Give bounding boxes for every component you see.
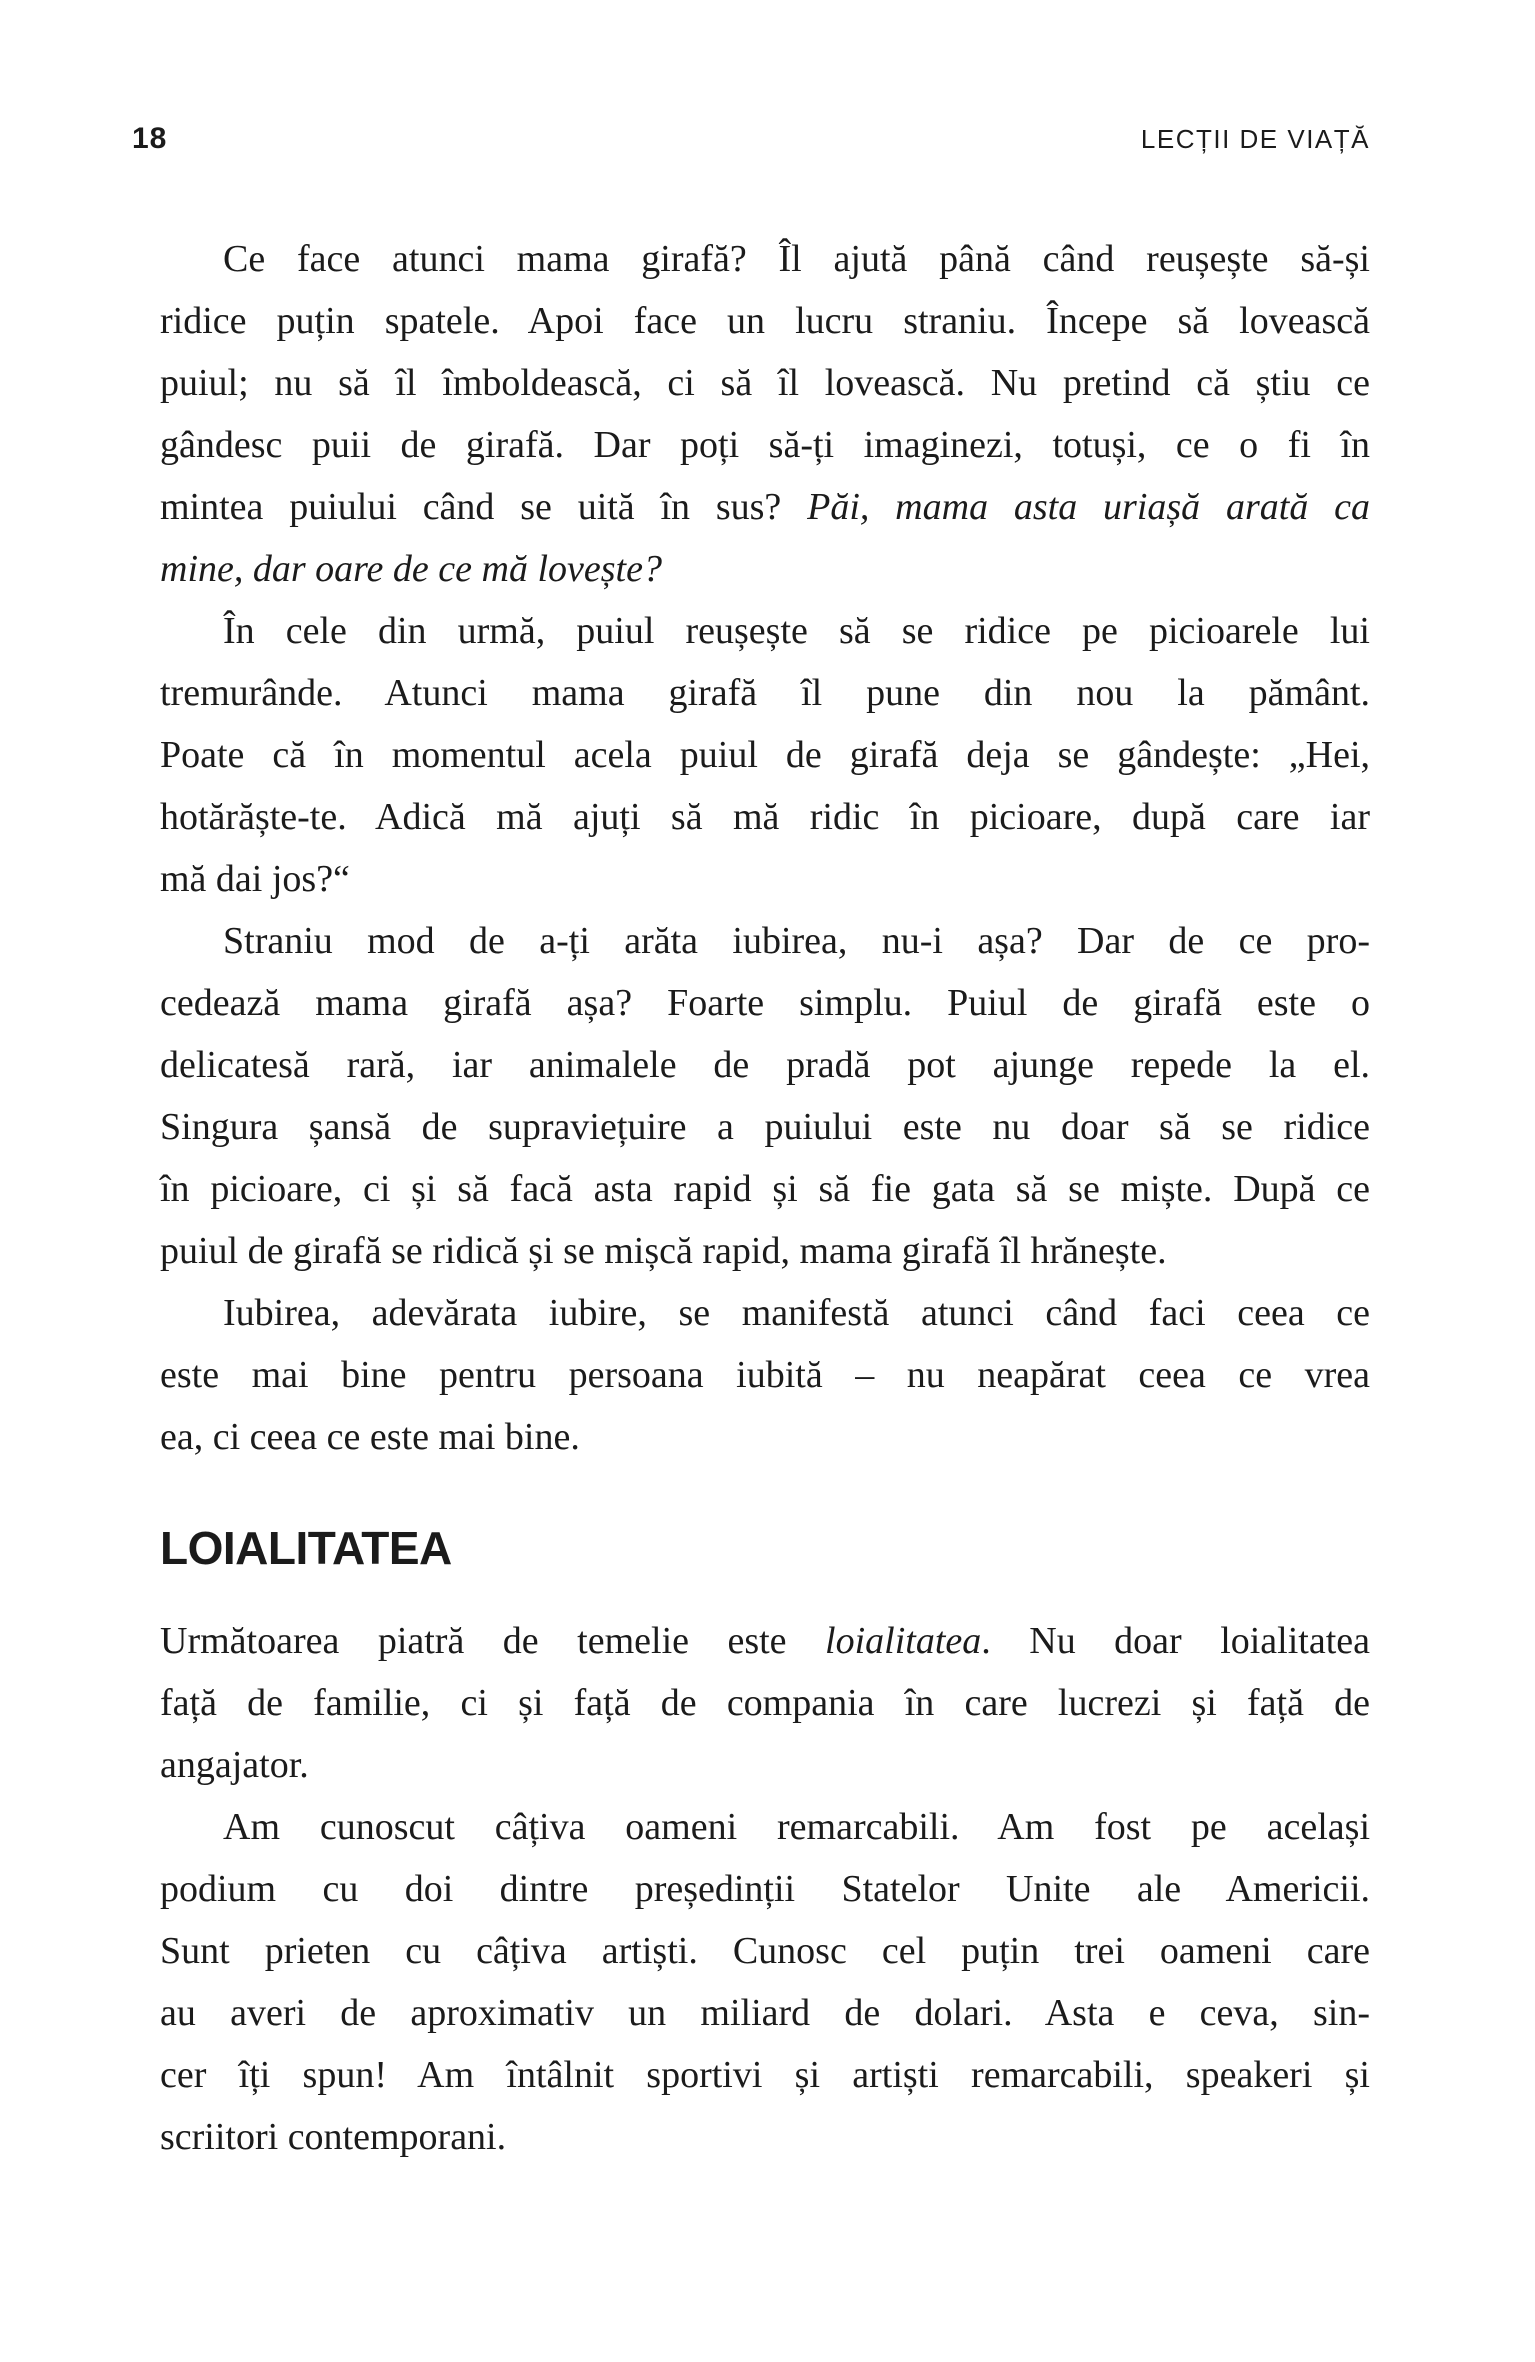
section-heading: LOIALITATEA bbox=[160, 1522, 452, 1574]
paragraph bbox=[160, 600, 1370, 910]
paragraph-group-before-heading bbox=[160, 228, 1370, 1468]
text-line bbox=[160, 1282, 1370, 1344]
text-run: tremurânde. Atunci mama girafă îl pune din nou la pământ. bbox=[160, 672, 1370, 714]
text-run: mă dai jos?“ bbox=[160, 858, 350, 900]
text-run: au averi de aproximativ un miliard de dolari. Asta e ceva, sin- bbox=[160, 1992, 1370, 2034]
text-run: ea, ci ceea ce este mai bine. bbox=[160, 1416, 580, 1458]
text-run: Straniu mod de a-ți arăta iubirea, nu-i așa? Dar de ce pro- bbox=[223, 920, 1370, 962]
text-run: Am cunoscut câțiva oameni remarcabili. Am fost pe același bbox=[223, 1806, 1370, 1848]
text-line bbox=[160, 228, 1370, 290]
text-line bbox=[160, 1796, 1370, 1858]
running-title: LECȚII DE VIAȚĂ bbox=[1140, 124, 1370, 154]
text-line bbox=[160, 972, 1370, 1034]
text-line bbox=[160, 1406, 1370, 1468]
text-line bbox=[160, 662, 1370, 724]
text-line bbox=[160, 2106, 1370, 2168]
text-line bbox=[160, 848, 1370, 910]
text-run: Ce face atunci mama girafă? Îl ajută până când reușește să-și bbox=[223, 238, 1370, 280]
text-line bbox=[160, 1344, 1370, 1406]
text-line bbox=[160, 1858, 1370, 1920]
text-run: Sunt prieten cu câțiva artiști. Cunosc cel puțin trei oameni care bbox=[160, 1930, 1370, 1972]
page-number: 18 bbox=[132, 122, 168, 155]
text-line bbox=[160, 538, 1370, 600]
text-run: scriitori contemporani. bbox=[160, 2116, 507, 2158]
text-line bbox=[160, 1096, 1370, 1158]
page-body bbox=[160, 228, 1370, 2168]
text-run: Următoarea piatră de temelie este bbox=[160, 1620, 826, 1662]
paragraph bbox=[160, 910, 1370, 1282]
text-line bbox=[160, 1672, 1370, 1734]
text-run: cedează mama girafă așa? Foarte simplu. Puiul de girafă este o bbox=[160, 982, 1370, 1024]
text-line bbox=[160, 1982, 1370, 2044]
text-run: mintea puiului când se uită în sus? bbox=[160, 486, 808, 528]
text-run: podium cu doi dintre președinții Statelor Unite ale Americii. bbox=[160, 1868, 1370, 1910]
text-run: delicatesă rară, iar animalele de pradă pot ajunge repede la el. bbox=[160, 1044, 1370, 1086]
text-line bbox=[160, 352, 1370, 414]
text-run: în picioare, ci și să facă asta rapid și să fie gata să se miște. După ce bbox=[160, 1168, 1370, 1210]
text-run: hotărăște-te. Adică mă ajuți să mă ridic în picioare, după care iar bbox=[160, 796, 1370, 838]
text-line bbox=[160, 786, 1370, 848]
paragraph bbox=[160, 228, 1370, 600]
text-line bbox=[160, 910, 1370, 972]
text-run: față de familie, ci și față de compania în care lucrezi și față de bbox=[160, 1682, 1370, 1724]
text-line bbox=[160, 1610, 1370, 1672]
italic-text-run: loialitatea bbox=[825, 1620, 982, 1662]
text-line bbox=[160, 414, 1370, 476]
paragraph-group-after-heading bbox=[160, 1610, 1370, 2168]
italic-text-run: mine, dar oare de ce mă lovește? bbox=[160, 548, 662, 590]
text-line bbox=[160, 1734, 1370, 1796]
paragraph bbox=[160, 1610, 1370, 1796]
text-run: ridice puțin spatele. Apoi face un lucru straniu. Începe să lovească bbox=[160, 300, 1370, 342]
text-line bbox=[160, 724, 1370, 786]
text-line bbox=[160, 600, 1370, 662]
text-line bbox=[160, 1034, 1370, 1096]
text-line bbox=[160, 2044, 1370, 2106]
text-run: cer îți spun! Am întâlnit sportivi și artiști remarcabili, speakeri și bbox=[160, 2054, 1370, 2096]
text-run: gândesc puii de girafă. Dar poți să-ți imaginezi, totuși, ce o fi în bbox=[160, 424, 1370, 466]
text-run: puiul; nu să îl îmboldească, ci să îl lovească. Nu pretind că știu ce bbox=[160, 362, 1370, 404]
paragraph bbox=[160, 1282, 1370, 1468]
text-line bbox=[160, 1220, 1370, 1282]
text-line bbox=[160, 1920, 1370, 1982]
text-line bbox=[160, 476, 1370, 538]
italic-text-run: Păi, mama asta uriașă arată ca bbox=[807, 486, 1370, 528]
text-run: Poate că în momentul acela puiul de girafă deja se gândește: „Hei, bbox=[160, 734, 1370, 776]
paragraph bbox=[160, 1796, 1370, 2168]
text-run: angajator. bbox=[160, 1744, 309, 1786]
page-header bbox=[132, 124, 1370, 154]
text-line bbox=[160, 290, 1370, 352]
text-run: este mai bine pentru persoana iubită – nu neapărat ceea ce vrea bbox=[160, 1354, 1370, 1396]
text-line bbox=[160, 1158, 1370, 1220]
text-run: Singura șansă de supraviețuire a puiului este nu doar să se ridice bbox=[160, 1106, 1370, 1148]
text-run: Iubirea, adevărata iubire, se manifestă atunci când faci ceea ce bbox=[223, 1292, 1370, 1334]
text-run: . Nu doar loialitatea bbox=[981, 1620, 1370, 1662]
text-run: În cele din urmă, puiul reușește să se ridice pe picioarele lui bbox=[223, 610, 1370, 652]
text-run: puiul de girafă se ridică și se mișcă rapid, mama girafă îl hrănește. bbox=[160, 1230, 1167, 1272]
